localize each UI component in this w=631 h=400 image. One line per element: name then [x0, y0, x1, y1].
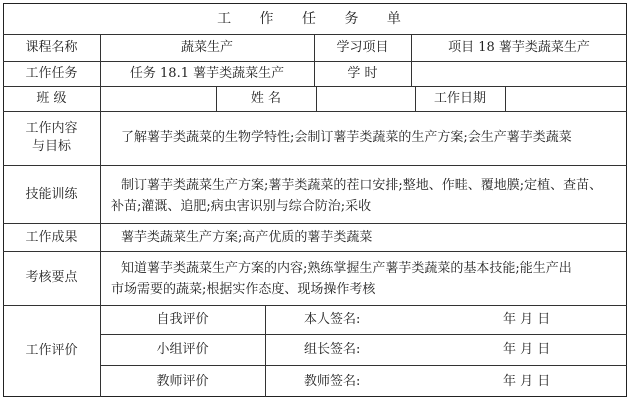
work-task-label: 工作任务	[25, 66, 78, 81]
course-name-value: 蔬菜生产	[180, 40, 233, 55]
class-label: 班 级	[36, 91, 67, 106]
date-label: 工作日期	[433, 91, 486, 106]
work-task-value: 任务 18.1 薯芋类蔬菜生产	[129, 66, 285, 81]
content-text: 了解薯芋类蔬菜的生物学特性;会制订薯芋类蔬菜的生产方案;会生产薯芋类蔬菜	[121, 130, 572, 145]
eval-group-date: 年 月 日	[503, 342, 551, 357]
results-text: 薯芋类蔬菜生产方案;高产优质的薯芋类蔬菜	[121, 230, 373, 245]
rule-assessment	[3, 305, 627, 306]
rule-name-right	[316, 86, 317, 111]
eval-group-type: 小组评价	[156, 342, 209, 357]
assessment-line-2: 市场需要的蔬菜;根据实作态度、现场操作考核	[111, 282, 376, 297]
rule-results	[3, 251, 627, 252]
rule-course	[3, 61, 627, 62]
rule-eval-2	[100, 365, 627, 366]
rule-title	[3, 34, 627, 35]
skills-line-2: 补苗;灌溉、追肥;病虫害识别与综合防治;采收	[111, 199, 372, 214]
eval-self-date: 年 月 日	[503, 312, 551, 327]
skills-line-1: 制订薯芋类蔬菜生产方案;薯芋类蔬菜的茬口安排;整地、作畦、覆地膜;定植、查苗、	[121, 178, 603, 193]
rule-eval-1	[100, 334, 627, 335]
eval-group-sign: 组长签名:	[304, 342, 361, 357]
hours-label: 学 时	[347, 66, 378, 81]
rule-content	[3, 165, 627, 166]
eval-teacher-sign: 教师签名:	[304, 374, 361, 389]
skills-label: 技能训练	[25, 187, 78, 202]
rule-task	[3, 86, 627, 87]
results-label: 工作成果	[25, 230, 78, 245]
project-label: 学习项目	[336, 40, 389, 55]
eval-teacher-date: 年 月 日	[503, 374, 551, 389]
assessment-line-1: 知道薯芋类蔬菜生产方案的内容;熟练掌握生产薯芋类蔬菜的基本技能;能生产出	[121, 261, 572, 276]
eval-self-type: 自我评价	[156, 312, 209, 327]
rule-skills	[3, 223, 627, 224]
eval-teacher-type: 教师评价	[156, 374, 209, 389]
name-label: 姓 名	[250, 91, 282, 106]
content-label-line1: 工作内容	[25, 121, 78, 136]
rule-date-right	[505, 86, 506, 111]
rule-eval-col	[265, 305, 266, 397]
sheet-title: 工 作 任 务 单	[217, 11, 413, 27]
work-task-sheet	[3, 3, 627, 397]
assessment-label: 考核要点	[25, 270, 78, 285]
course-name-label: 课程名称	[25, 40, 78, 55]
project-value: 项目 18 薯芋类蔬菜生产	[448, 40, 590, 55]
rule-class	[3, 111, 627, 112]
content-label-line2: 与目标	[31, 139, 71, 154]
evaluation-label: 工作评价	[25, 343, 78, 358]
eval-self-sign: 本人签名:	[304, 312, 361, 327]
